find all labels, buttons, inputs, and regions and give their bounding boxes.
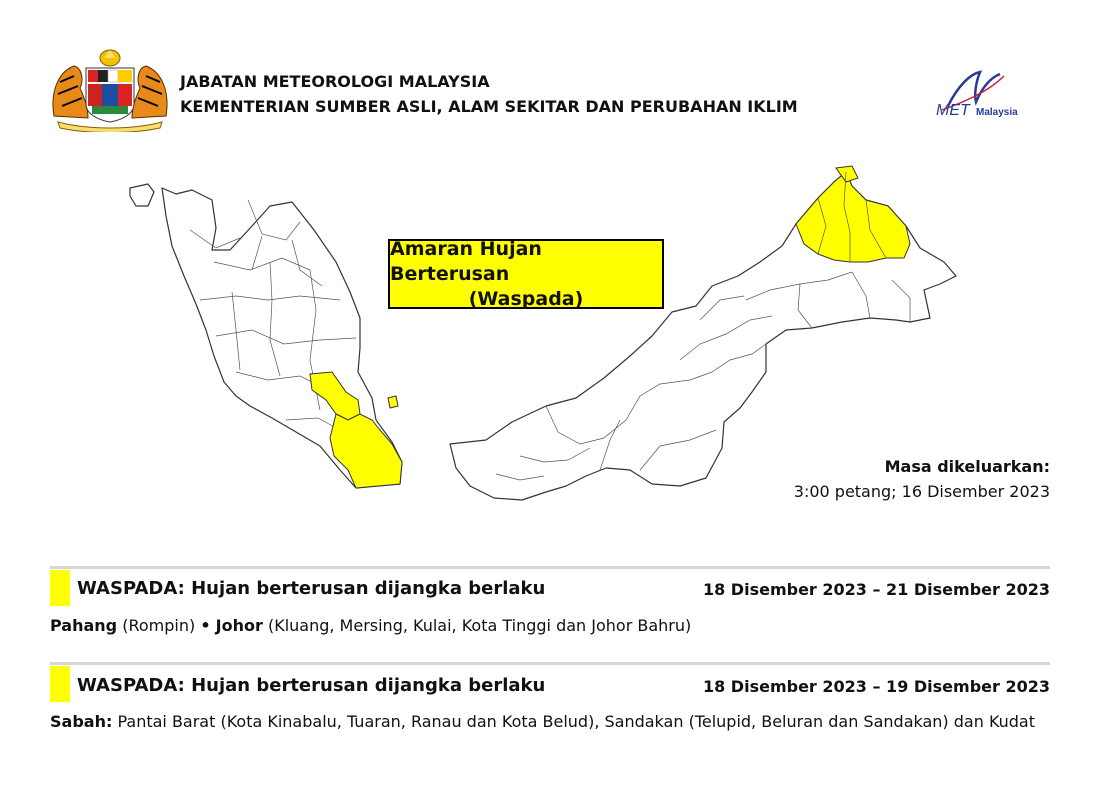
warning-date-range: 18 Disember 2023 – 19 Disember 2023	[702, 677, 1050, 696]
section-divider	[50, 566, 1050, 569]
johor-alert	[330, 414, 402, 488]
alert-color-bar	[50, 570, 70, 606]
langkawi-island	[130, 184, 154, 206]
warning-level: (Waspada)	[468, 287, 584, 310]
affected-areas	[50, 614, 1050, 638]
met-malaysia-logo	[934, 66, 1050, 122]
ministry-name: KEMENTERIAN SUMBER ASLI, ALAM SEKITAR DAN PERUBAHAN IKLIM	[180, 97, 798, 116]
agency-name: JABATAN METEOROLOGI MALAYSIA	[180, 72, 490, 91]
sabah-west-coast-alert	[796, 172, 910, 262]
separator: •	[200, 616, 211, 635]
affected-areas	[50, 710, 1050, 734]
district-list: (Rompin)	[122, 616, 196, 635]
section-divider	[50, 662, 1050, 665]
warning-date-range: 18 Disember 2023 – 21 Disember 2023	[702, 580, 1050, 599]
state-name: Pahang	[50, 616, 118, 635]
warning-heading: WASPADA: Hujan berterusan dijangka berlaku	[77, 675, 546, 696]
sabah-alert-districts	[796, 166, 910, 262]
svg-text:MET: MET	[936, 102, 970, 119]
warning-heading: WASPADA: Hujan berterusan dijangka berlaku	[77, 578, 546, 599]
warning-legend-box	[388, 239, 664, 309]
tioman-island	[388, 396, 398, 408]
issued-time: 3:00 petang; 16 Disember 2023	[793, 482, 1050, 501]
district-list: (Kluang, Mersing, Kulai, Kota Tinggi dan Johor Bahru)	[267, 616, 692, 635]
alert-color-bar	[50, 666, 70, 702]
district-list: Pantai Barat (Kota Kinabalu, Tuaran, Ranau dan Kota Belud), Sandakan (Telupid, Beluran dan Sandakan) dan Kudat	[117, 712, 1036, 731]
state-name: Johor	[215, 616, 263, 635]
coat-of-arms-logo	[48, 46, 172, 132]
state-name: Sabah:	[50, 712, 113, 731]
warning-title: Amaran Hujan Berterusan	[390, 237, 542, 285]
issued-label: Masa dikeluarkan:	[884, 457, 1050, 476]
svg-text:Malaysia: Malaysia	[976, 107, 1018, 118]
